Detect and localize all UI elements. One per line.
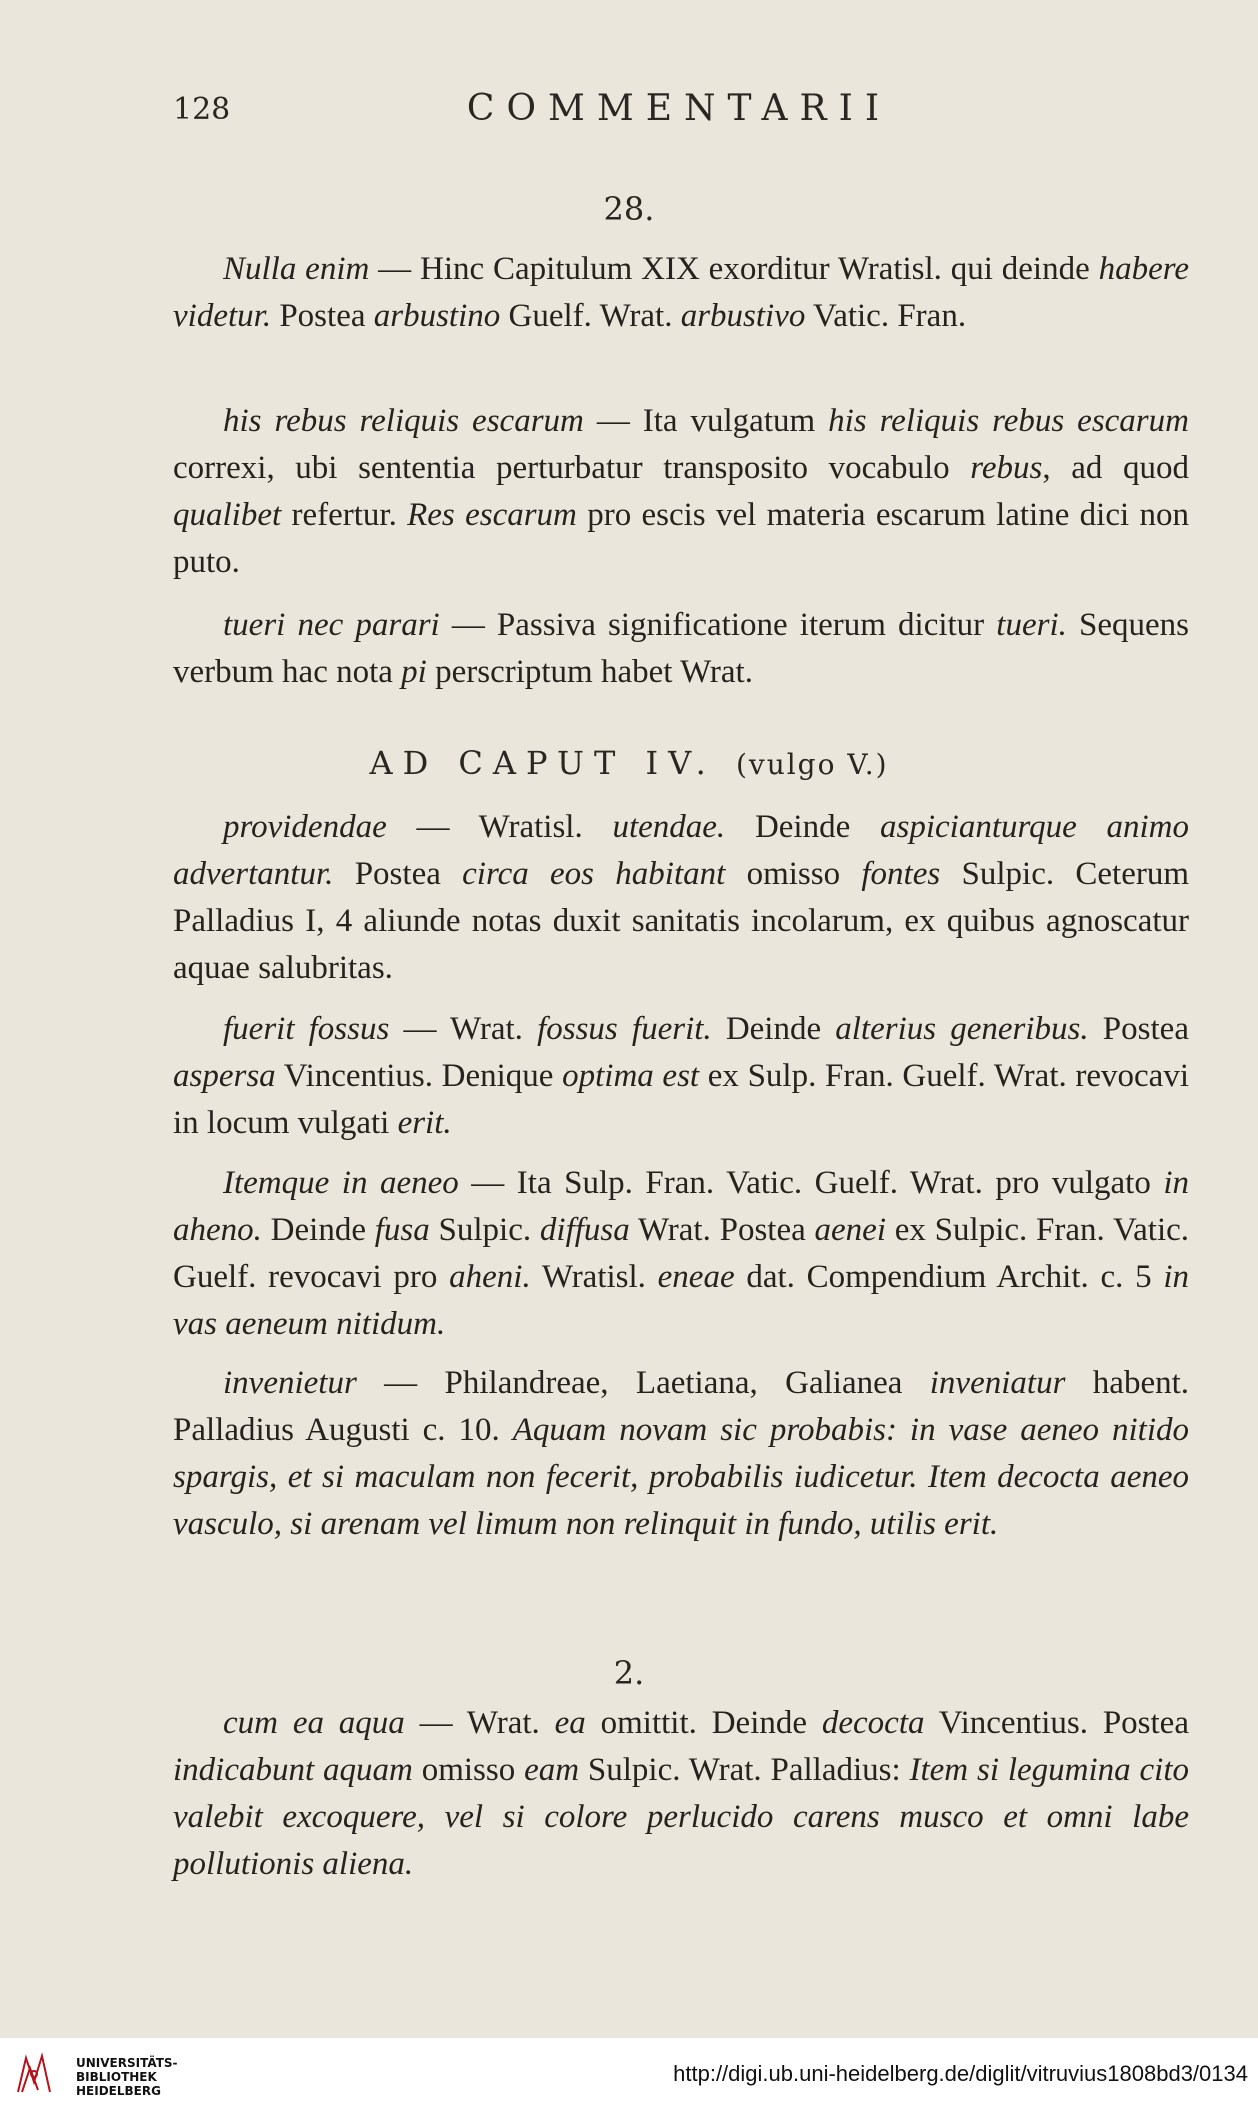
paragraph-fuerit-fossus bbox=[173, 1006, 1189, 1147]
quoted-variant: aspersa bbox=[173, 1058, 276, 1094]
lemma: tueri nec parari bbox=[223, 607, 440, 643]
text: — Ita Sulp. Fran. Vatic. Guelf. Wrat. pro vulgato bbox=[458, 1165, 1164, 1201]
text: — Ita vulgatum bbox=[583, 403, 829, 439]
text: ex Sulp. Fran. Guelf. Wrat. revocavi in locum vulgati bbox=[173, 1058, 1189, 1141]
quoted-variant: arbustivo bbox=[680, 298, 806, 334]
text: Postea bbox=[1088, 1011, 1189, 1047]
quoted-variant: fossus fuerit. bbox=[537, 1011, 712, 1047]
text: ex Sulpic. Fran. Vatic. Guelf. revocavi pro bbox=[173, 1212, 1190, 1295]
text: Sulpic. Ceterum Palladius I, 4 aliunde notas duxit sanitatis incolarum, ex quibus agnoscatur aquae salubritas. bbox=[173, 856, 1189, 986]
text: Wrat. Postea bbox=[629, 1212, 815, 1248]
quoted-variant: in aheno. bbox=[173, 1165, 1190, 1248]
lemma: providendae bbox=[223, 809, 387, 845]
text: — Passiva significatione iterum dicitur bbox=[439, 607, 997, 643]
text: — Wrat. bbox=[404, 1705, 555, 1741]
quoted-variant: aheni. bbox=[449, 1259, 531, 1295]
lemma: his rebus reliquis escarum bbox=[223, 403, 584, 439]
lemma: fuerit fossus bbox=[223, 1011, 390, 1047]
chapter-title: AD CAPUT IV. bbox=[369, 744, 716, 782]
institution-line: HEIDELBERG bbox=[76, 2084, 161, 2098]
quoted-variant: habere videtur. bbox=[173, 251, 1190, 334]
chapter-heading bbox=[0, 744, 1258, 782]
quoted-variant: in vas aeneum nitidum. bbox=[173, 1259, 1189, 1342]
paragraph-cum-ea-aqua bbox=[173, 1700, 1189, 1888]
text: pro escis vel materia escarum latine dici non puto. bbox=[173, 497, 1189, 580]
quoted-variant: tueri. bbox=[996, 607, 1067, 643]
quoted-variant: circa eos habitant bbox=[462, 856, 726, 892]
quoted-variant: arbustino bbox=[373, 298, 501, 334]
text: Guelf. Wrat. bbox=[500, 298, 681, 334]
source-url-link[interactable]: http://digi.ub.uni-heidelberg.de/diglit/vitruvius1808bd3/0134 bbox=[673, 2061, 1248, 2086]
footer-bar bbox=[0, 2038, 1258, 2109]
paragraph-itemque bbox=[173, 1160, 1189, 1348]
text: Deinde bbox=[261, 1212, 375, 1248]
text: — Wrat. bbox=[389, 1011, 538, 1047]
section-number-28: 28. bbox=[603, 190, 655, 228]
lemma: Itemque in aeneo bbox=[223, 1165, 459, 1201]
quoted-variant: indicabunt aquam bbox=[173, 1752, 413, 1788]
quoted-variant: qualibet bbox=[173, 497, 282, 533]
text: omittit. Deinde bbox=[585, 1705, 822, 1741]
text: Deinde bbox=[725, 809, 880, 845]
quoted-variant: diffusa bbox=[539, 1212, 630, 1248]
quotation: Aquam novam sic probabis: in vase aeneo nitido spargis, et si maculam non fecerit, probabilis iudicetur. Item decocta aeneo vasculo, si arenam vel limum non relinquit in fundo, utilis erit. bbox=[173, 1412, 1189, 1542]
quoted-variant: optima est bbox=[562, 1058, 700, 1094]
quoted-variant: fontes bbox=[861, 856, 941, 892]
paragraph-nulla-enim bbox=[173, 246, 1189, 340]
lemma: invenietur bbox=[223, 1365, 357, 1401]
text: perscriptum habet Wrat. bbox=[426, 654, 753, 690]
text: habent. Palladius Augusti c. 10. bbox=[173, 1365, 1190, 1448]
quoted-variant: ea bbox=[554, 1705, 586, 1741]
quoted-variant: aspicianturque animo advertantur. bbox=[173, 809, 1190, 892]
text: — Wratisl. bbox=[386, 809, 613, 845]
institution-name bbox=[76, 2056, 178, 2098]
text: , ad quod bbox=[1042, 450, 1189, 486]
quotation: Item si legumina cito valebit excoquere, vel si colore perlucido carens musco et omni labe pollutionis aliena. bbox=[173, 1752, 1189, 1882]
running-header bbox=[173, 88, 1185, 136]
text: — Philandreae, Laetiana, Galianea bbox=[356, 1365, 930, 1401]
text: Deinde bbox=[711, 1011, 836, 1047]
quoted-variant: inveniatur bbox=[929, 1365, 1066, 1401]
section-number-2: 2. bbox=[613, 1654, 645, 1692]
text: Sequens verbum hac nota bbox=[173, 607, 1189, 690]
chapter-note: (vulgo V.) bbox=[735, 748, 889, 781]
page-number: 128 bbox=[173, 92, 231, 127]
text: omisso bbox=[412, 1752, 525, 1788]
text: Sulpic. bbox=[429, 1212, 540, 1248]
running-title: COMMENTARII bbox=[466, 88, 892, 129]
quoted-variant: fusa bbox=[374, 1212, 430, 1248]
quoted-variant: alterius generibus. bbox=[835, 1011, 1089, 1047]
university-seal-icon bbox=[14, 2052, 54, 2096]
lemma: cum ea aqua bbox=[223, 1705, 405, 1741]
paragraph-invenietur bbox=[173, 1360, 1189, 1548]
text: correxi, ubi sententia perturbatur transposito vocabulo bbox=[173, 450, 971, 486]
text: refertur. bbox=[281, 497, 408, 533]
quoted-variant: rebus bbox=[970, 450, 1043, 486]
quoted-variant: erit. bbox=[397, 1105, 452, 1141]
quoted-variant: his reliquis rebus escarum bbox=[828, 403, 1189, 439]
quoted-variant: decocta bbox=[821, 1705, 925, 1741]
text: Postea bbox=[333, 856, 463, 892]
text: Wratisl. bbox=[530, 1259, 658, 1295]
quoted-variant: Res escarum bbox=[407, 497, 577, 533]
quoted-variant: eam bbox=[524, 1752, 580, 1788]
text: dat. Compendium Archit. c. 5 bbox=[734, 1259, 1164, 1295]
institution-line: BIBLIOTHEK bbox=[76, 2070, 157, 2084]
text: — Hinc Capitulum XIX exorditur Wratisl. qui deinde bbox=[369, 251, 1099, 287]
text: Vincentius. Denique bbox=[275, 1058, 563, 1094]
paragraph-providendae bbox=[173, 804, 1189, 992]
text: Sulpic. Wrat. Palladius: bbox=[579, 1752, 910, 1788]
text: Postea bbox=[271, 298, 374, 334]
institution-line: UNIVERSITÄTS- bbox=[76, 2056, 178, 2070]
quoted-variant: pi bbox=[401, 654, 427, 690]
lemma: Nulla enim bbox=[223, 251, 370, 287]
text: Vatic. Fran. bbox=[805, 298, 967, 334]
text: omisso bbox=[725, 856, 862, 892]
paragraph-his-rebus bbox=[173, 398, 1189, 586]
paragraph-tueri bbox=[173, 602, 1189, 696]
quoted-variant: utendae. bbox=[612, 809, 726, 845]
quoted-variant: eneae bbox=[657, 1259, 735, 1295]
text: Vincentius. Postea bbox=[924, 1705, 1189, 1741]
quoted-variant: aenei bbox=[814, 1212, 886, 1248]
